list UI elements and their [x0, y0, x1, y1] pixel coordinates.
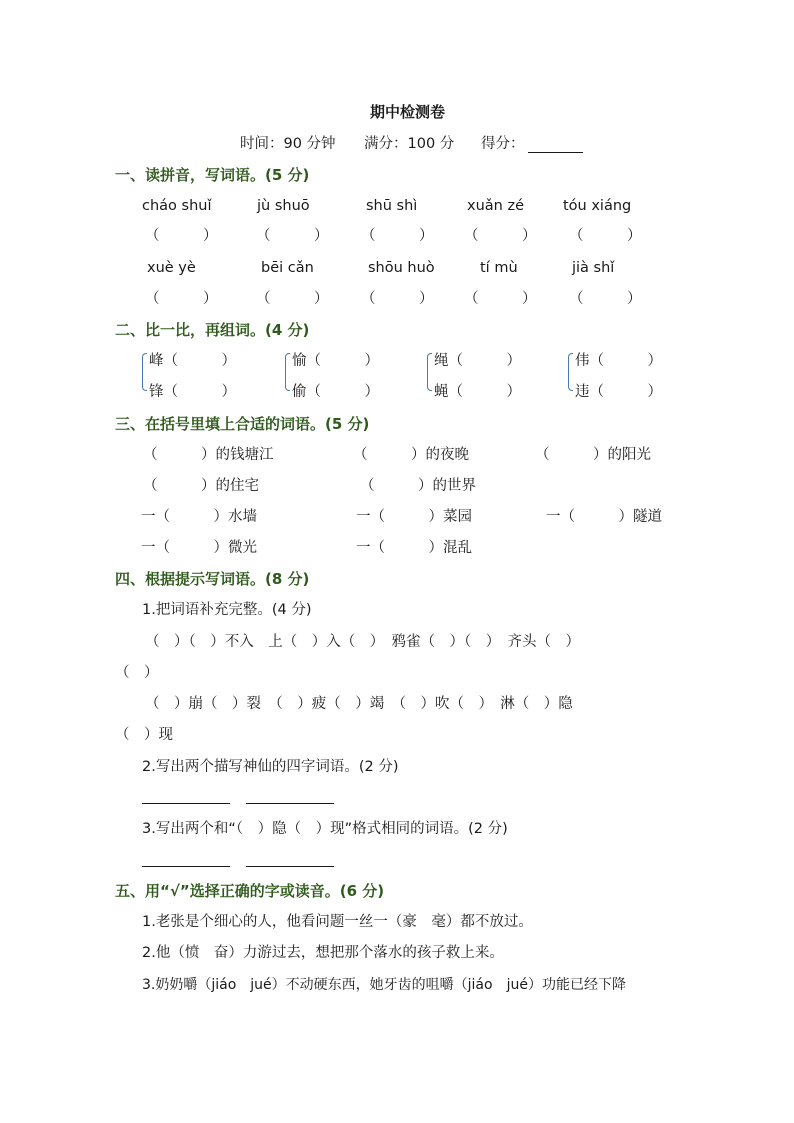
pinyin-7: bēi cǎn [261, 260, 314, 276]
answer-line[interactable] [142, 803, 230, 804]
compare-item[interactable]: 愉（ ） [292, 353, 379, 369]
answer-blank[interactable]: （ ） [361, 228, 434, 244]
pinyin-2: jù shuō [257, 198, 310, 214]
answer-blank[interactable]: （ ） [464, 291, 537, 307]
question-4-1: 1.把词语补充完整。(4 分) [142, 602, 312, 618]
answer-blank[interactable]: （ ） [256, 291, 329, 307]
compare-item[interactable]: 蝇（ ） [434, 384, 521, 400]
pinyin-1: cháo shuǐ [142, 198, 212, 214]
answer-line[interactable] [142, 866, 230, 867]
fill-item[interactable]: （ ）的住宅 [143, 478, 259, 494]
fill-item[interactable]: （ ）的世界 [360, 478, 476, 494]
pinyin-8: shōu huò [368, 260, 435, 276]
idiom-line-1[interactable]: （ ）（ ）不入 上（ ）入（ ） 鸦雀（ ）（ ） 齐头（ ） [145, 634, 580, 650]
section-5-heading: 五、用“√”选择正确的字或读音。(6 分) [115, 882, 385, 900]
idiom-line-2-wrap[interactable]: （ ）现 [115, 727, 173, 743]
section-4-heading: 四、根据提示写词语。(8 分) [115, 570, 310, 588]
question-5-1[interactable]: 1.老张是个细心的人，他看问题一丝一（豪 毫）都不放过。 [142, 914, 533, 930]
pinyin-3: shū shì [366, 198, 418, 214]
answer-blank[interactable]: （ ） [569, 228, 642, 244]
brace-icon [568, 353, 573, 391]
pinyin-5: tóu xiáng [563, 198, 632, 214]
fill-item[interactable]: （ ）的夜晚 [353, 447, 469, 463]
question-5-3[interactable]: 3.奶奶嚼（jiáo jué）不动硬东西，她牙齿的咀嚼（jiáo jué）功能已经下降 [142, 977, 626, 993]
full-score-info: 满分：100 分 [364, 136, 455, 152]
answer-line[interactable] [246, 803, 334, 804]
question-4-3: 3.写出两个和“（ ）隐（ ）现”格式相同的词语。(2 分) [142, 821, 508, 837]
fill-item[interactable]: （ ）的钱塘江 [143, 447, 274, 463]
compare-item[interactable]: 绳（ ） [434, 353, 521, 369]
brace-icon [427, 353, 432, 391]
pinyin-9: tí mù [480, 260, 518, 276]
score-label: 得分： [481, 136, 525, 152]
idiom-line-2[interactable]: （ ）崩（ ）裂 （ ）疲（ ）竭 （ ）吹（ ） 淋（ ）隐 [145, 696, 573, 712]
fill-item[interactable]: 一（ ）水墙 [141, 509, 257, 525]
fill-item[interactable]: 一（ ）菜园 [356, 509, 472, 525]
answer-blank[interactable]: （ ） [569, 291, 642, 307]
fill-item[interactable]: （ ）的阳光 [535, 447, 651, 463]
pinyin-10: jià shǐ [572, 260, 615, 276]
section-3-heading: 三、在括号里填上合适的词语。(5 分) [115, 415, 370, 433]
fill-item[interactable]: 一（ ）混乱 [356, 540, 472, 556]
score-blank[interactable] [528, 152, 583, 153]
fill-item[interactable]: 一（ ）微光 [141, 540, 257, 556]
brace-icon [142, 353, 147, 391]
compare-item[interactable]: 峰（ ） [149, 353, 236, 369]
question-5-2[interactable]: 2.他（愤 奋）力游过去，想把那个落水的孩子救上来。 [142, 945, 504, 961]
answer-blank[interactable]: （ ） [145, 228, 218, 244]
compare-item[interactable]: 伟（ ） [575, 353, 662, 369]
idiom-line-1-wrap[interactable]: （ ） [115, 665, 159, 681]
time-info: 时间：90 分钟 [240, 136, 336, 152]
fill-item[interactable]: 一（ ）隧道 [546, 509, 662, 525]
section-2-heading: 二、比一比，再组词。(4 分) [115, 321, 310, 339]
compare-item[interactable]: 偷（ ） [292, 384, 379, 400]
compare-item[interactable]: 锋（ ） [149, 384, 236, 400]
answer-blank[interactable]: （ ） [361, 291, 434, 307]
brace-icon [285, 353, 290, 391]
pinyin-4: xuǎn zé [467, 198, 524, 214]
pinyin-6: xuè yè [147, 260, 196, 276]
compare-item[interactable]: 违（ ） [575, 384, 662, 400]
section-1-heading: 一、读拼音，写词语。(5 分) [115, 166, 310, 184]
page-title: 期中检测卷 [370, 103, 446, 121]
answer-line[interactable] [246, 866, 334, 867]
question-4-2: 2.写出两个描写神仙的四字词语。(2 分) [142, 759, 399, 775]
answer-blank[interactable]: （ ） [145, 291, 218, 307]
answer-blank[interactable]: （ ） [256, 228, 329, 244]
answer-blank[interactable]: （ ） [464, 228, 537, 244]
